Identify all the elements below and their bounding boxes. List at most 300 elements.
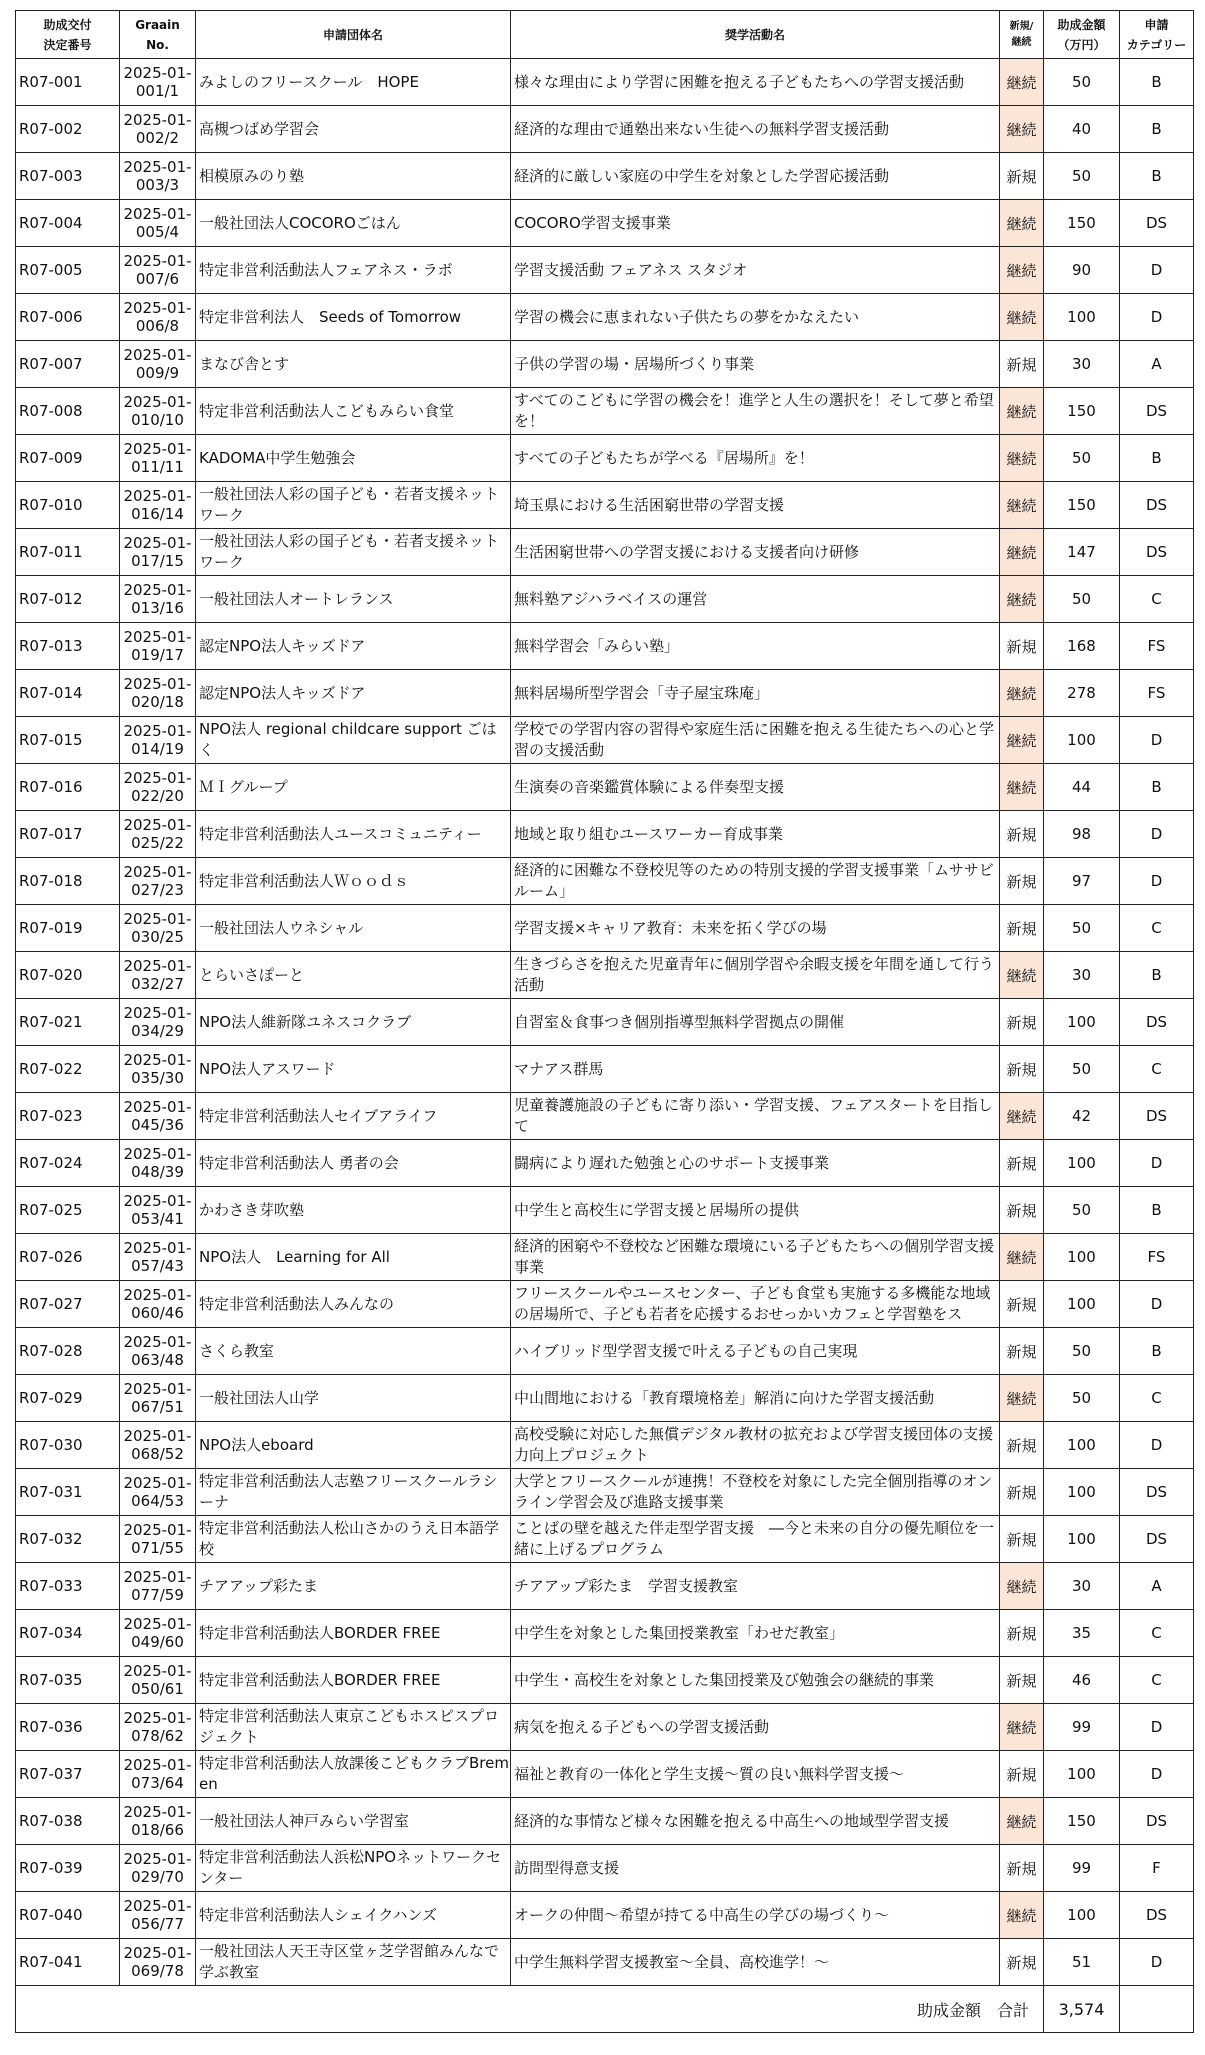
table-row — [16, 811, 1194, 858]
activity-name: 埼玉県における生活困窮世帯の学習支援 — [511, 482, 1000, 529]
grant-number-line-1: 2025-01- — [123, 1192, 192, 1210]
organization-name: 一般社団法人山学 — [196, 1375, 511, 1422]
grant-number-line-1: 2025-01- — [123, 1145, 192, 1163]
grant-number — [120, 858, 196, 905]
grant-number-line-2: 050/61 — [131, 1680, 184, 1698]
activity-name: オークの仲間～希望が持てる中高生の学びの場づくり～ — [511, 1892, 1000, 1939]
table-row — [16, 1281, 1194, 1328]
table-row — [16, 1140, 1194, 1187]
grant-number — [120, 1657, 196, 1704]
grant-number-line-1: 2025-01- — [123, 1756, 192, 1774]
table-row — [16, 1469, 1194, 1516]
status-cell: 新規 — [1000, 999, 1044, 1046]
organization-name: 特定非営利活動法人Ｗｏｏｄｓ — [196, 858, 511, 905]
grant-number-line-2: 025/22 — [131, 834, 184, 852]
table-row — [16, 1422, 1194, 1469]
grant-number-line-1: 2025-01- — [123, 1474, 192, 1492]
amount-cell: 150 — [1044, 1798, 1120, 1845]
activity-name: 児童養護施設の子どもに寄り添い・学習支援、フェアスタートを目指して — [511, 1093, 1000, 1140]
grant-number-line-2: 002/2 — [135, 129, 180, 147]
grant-number-line-2: 053/41 — [131, 1210, 184, 1228]
decision-number: R07-023 — [16, 1093, 120, 1140]
organization-name: 特定非営利活動法人 勇者の会 — [196, 1140, 511, 1187]
status-cell: 新規 — [1000, 341, 1044, 388]
grant-number — [120, 388, 196, 435]
grant-number-line-2: 049/60 — [131, 1633, 184, 1651]
amount-cell: 40 — [1044, 106, 1120, 153]
organization-name: さくら教室 — [196, 1328, 511, 1375]
decision-number: R07-028 — [16, 1328, 120, 1375]
amount-cell: 100 — [1044, 1140, 1120, 1187]
activity-name: 無料学習会「みらい塾」 — [511, 623, 1000, 670]
category-cell: B — [1120, 1187, 1194, 1234]
decision-number: R07-039 — [16, 1845, 120, 1892]
grant-number-line-1: 2025-01- — [123, 1004, 192, 1022]
grant-number-line-1: 2025-01- — [123, 1286, 192, 1304]
activity-name: ことばの壁を越えた伴走型学習支援 ―今と未来の自分の優先順位を一緒に上げるプログラム — [511, 1516, 1000, 1563]
organization-name: 一般社団法人神戸みらい学習室 — [196, 1798, 511, 1845]
table-row — [16, 1751, 1194, 1798]
category-cell: B — [1120, 1328, 1194, 1375]
grant-number — [120, 576, 196, 623]
amount-cell: 150 — [1044, 200, 1120, 247]
grant-number — [120, 1469, 196, 1516]
grant-number — [120, 811, 196, 858]
decision-number: R07-011 — [16, 529, 120, 576]
table-row — [16, 1610, 1194, 1657]
activity-name: COCORO学習支援事業 — [511, 200, 1000, 247]
category-cell: C — [1120, 905, 1194, 952]
amount-cell: 50 — [1044, 59, 1120, 106]
decision-number: R07-036 — [16, 1704, 120, 1751]
grant-number — [120, 623, 196, 670]
status-cell: 継続 — [1000, 764, 1044, 811]
header-category: 申請 カテゴリー — [1120, 11, 1194, 59]
activity-name: 経済的に厳しい家庭の中学生を対象とした学習応援活動 — [511, 153, 1000, 200]
decision-number: R07-016 — [16, 764, 120, 811]
grant-number-line-1: 2025-01- — [123, 346, 192, 364]
decision-number: R07-003 — [16, 153, 120, 200]
amount-cell: 278 — [1044, 670, 1120, 717]
category-cell: B — [1120, 106, 1194, 153]
category-cell: B — [1120, 59, 1194, 106]
amount-cell: 30 — [1044, 952, 1120, 999]
category-cell: DS — [1120, 999, 1194, 1046]
grant-number — [120, 1751, 196, 1798]
grant-number-line-2: 069/78 — [131, 1962, 184, 1980]
grant-number-line-2: 014/19 — [131, 740, 184, 758]
decision-number: R07-024 — [16, 1140, 120, 1187]
table-row — [16, 341, 1194, 388]
amount-cell: 51 — [1044, 1939, 1120, 1986]
activity-name: 経済的に困難な不登校児等のための特別支援的学習支援事業「ムササビルーム」 — [511, 858, 1000, 905]
category-cell: C — [1120, 576, 1194, 623]
status-cell: 継続 — [1000, 1375, 1044, 1422]
organization-name: 特定非営利活動法人BORDER FREE — [196, 1657, 511, 1704]
category-cell: DS — [1120, 1892, 1194, 1939]
category-cell: D — [1120, 1704, 1194, 1751]
activity-name: 病気を抱える子どもへの学習支援活動 — [511, 1704, 1000, 1751]
organization-name: NPO法人eboard — [196, 1422, 511, 1469]
grant-number — [120, 1563, 196, 1610]
grant-number — [120, 153, 196, 200]
grant-number-line-1: 2025-01- — [123, 628, 192, 646]
table-body — [16, 59, 1194, 1986]
grant-number-line-1: 2025-01- — [123, 1615, 192, 1633]
status-cell: 新規 — [1000, 1469, 1044, 1516]
amount-cell: 42 — [1044, 1093, 1120, 1140]
status-cell: 新規 — [1000, 1046, 1044, 1093]
grant-number — [120, 1422, 196, 1469]
activity-name: 様々な理由により学習に困難を抱える子どもたちへの学習支援活動 — [511, 59, 1000, 106]
table-row — [16, 952, 1194, 999]
grant-number-line-1: 2025-01- — [123, 1662, 192, 1680]
category-cell: D — [1120, 858, 1194, 905]
category-cell: B — [1120, 153, 1194, 200]
category-cell: D — [1120, 1422, 1194, 1469]
category-cell: FS — [1120, 623, 1194, 670]
grant-number-line-1: 2025-01- — [123, 299, 192, 317]
organization-name: NPO法人維新隊ユネスコクラブ — [196, 999, 511, 1046]
amount-cell: 100 — [1044, 1234, 1120, 1281]
organization-name: 一般社団法人ウネシャル — [196, 905, 511, 952]
status-cell: 新規 — [1000, 1187, 1044, 1234]
status-cell: 継続 — [1000, 1798, 1044, 1845]
category-cell: D — [1120, 1140, 1194, 1187]
table-row — [16, 59, 1194, 106]
total-row — [16, 1986, 1194, 2033]
amount-cell: 30 — [1044, 341, 1120, 388]
grant-number-line-2: 020/18 — [131, 693, 184, 711]
category-cell: DS — [1120, 1798, 1194, 1845]
organization-name: 一般社団法人COCOROごはん — [196, 200, 511, 247]
table-row — [16, 529, 1194, 576]
category-cell: F — [1120, 1845, 1194, 1892]
amount-cell: 150 — [1044, 482, 1120, 529]
grant-number — [120, 764, 196, 811]
decision-number: R07-035 — [16, 1657, 120, 1704]
organization-name: 特定非営利活動法人フェアネス・ラボ — [196, 247, 511, 294]
table-row — [16, 1328, 1194, 1375]
table-row — [16, 1046, 1194, 1093]
amount-cell: 50 — [1044, 576, 1120, 623]
decision-number: R07-041 — [16, 1939, 120, 1986]
status-cell: 継続 — [1000, 294, 1044, 341]
header-id: 助成交付 決定番号 — [16, 11, 120, 59]
activity-name: 大学とフリースクールが連携！不登校を対象にした完全個別指導のオンライン学習会及び進路支援事業 — [511, 1469, 1000, 1516]
grant-number-line-1: 2025-01- — [123, 1427, 192, 1445]
activity-name: 経済的な事情など様々な困難を抱える中高生への地域型学習支援 — [511, 1798, 1000, 1845]
decision-number: R07-013 — [16, 623, 120, 670]
table-row — [16, 1845, 1194, 1892]
category-cell: DS — [1120, 1093, 1194, 1140]
total-label: 助成金額 合計 — [16, 1986, 1044, 2033]
activity-name: 福祉と教育の一体化と学生支援～質の良い無料学習支援～ — [511, 1751, 1000, 1798]
activity-name: 無料塾アジハラベイスの運営 — [511, 576, 1000, 623]
grant-number-line-1: 2025-01- — [123, 1380, 192, 1398]
activity-name: 経済的な理由で通塾出来ない生徒への無料学習支援活動 — [511, 106, 1000, 153]
grant-table — [15, 10, 1194, 2033]
category-cell: C — [1120, 1375, 1194, 1422]
decision-number: R07-025 — [16, 1187, 120, 1234]
decision-number: R07-004 — [16, 200, 120, 247]
grant-number-line-1: 2025-01- — [123, 487, 192, 505]
activity-name: 子供の学習の場・居場所づくり事業 — [511, 341, 1000, 388]
activity-name: 中山間地における「教育環境格差」解消に向けた学習支援活動 — [511, 1375, 1000, 1422]
decision-number: R07-006 — [16, 294, 120, 341]
decision-number: R07-027 — [16, 1281, 120, 1328]
grant-number-line-2: 071/55 — [131, 1539, 184, 1557]
grant-number — [120, 1845, 196, 1892]
activity-name: 生演奏の音楽鑑賞体験による伴奏型支援 — [511, 764, 1000, 811]
grant-number-line-2: 048/39 — [131, 1163, 184, 1181]
grant-number-line-2: 063/48 — [131, 1351, 184, 1369]
activity-name: すべての子どもたちが学べる『居場所』を！ — [511, 435, 1000, 482]
status-cell: 継続 — [1000, 717, 1044, 764]
status-cell: 新規 — [1000, 1751, 1044, 1798]
grant-number-line-1: 2025-01- — [123, 158, 192, 176]
header-org: 申請団体名 — [196, 11, 511, 59]
category-cell: D — [1120, 1939, 1194, 1986]
grant-number-line-1: 2025-01- — [123, 769, 192, 787]
grant-number-line-2: 029/70 — [131, 1868, 184, 1886]
decision-number: R07-007 — [16, 341, 120, 388]
amount-cell: 100 — [1044, 999, 1120, 1046]
activity-name: 闘病により遅れた勉強と心のサポート支援事業 — [511, 1140, 1000, 1187]
amount-cell: 99 — [1044, 1704, 1120, 1751]
amount-cell: 100 — [1044, 294, 1120, 341]
status-cell: 継続 — [1000, 529, 1044, 576]
category-cell: A — [1120, 1563, 1194, 1610]
header-status: 新規/ 継続 — [1000, 11, 1044, 59]
decision-number: R07-012 — [16, 576, 120, 623]
activity-name: ハイブリッド型学習支援で叶える子どもの自己実現 — [511, 1328, 1000, 1375]
amount-cell: 150 — [1044, 388, 1120, 435]
grant-number-line-1: 2025-01- — [123, 816, 192, 834]
grant-number — [120, 106, 196, 153]
category-cell: DS — [1120, 1469, 1194, 1516]
decision-number: R07-034 — [16, 1610, 120, 1657]
status-cell: 継続 — [1000, 1704, 1044, 1751]
status-cell: 継続 — [1000, 200, 1044, 247]
amount-cell: 100 — [1044, 1751, 1120, 1798]
organization-name: KADOMA中学生勉強会 — [196, 435, 511, 482]
organization-name: 特定非営利活動法人ユースコミュニティー — [196, 811, 511, 858]
table-row — [16, 905, 1194, 952]
grant-number-line-2: 067/51 — [131, 1398, 184, 1416]
status-cell: 新規 — [1000, 1140, 1044, 1187]
decision-number: R07-015 — [16, 717, 120, 764]
amount-cell: 50 — [1044, 1046, 1120, 1093]
decision-number: R07-029 — [16, 1375, 120, 1422]
decision-number: R07-002 — [16, 106, 120, 153]
decision-number: R07-020 — [16, 952, 120, 999]
organization-name: 認定NPO法人キッズドア — [196, 670, 511, 717]
organization-name: 特定非営利活動法人みんなの — [196, 1281, 511, 1328]
amount-cell: 50 — [1044, 1328, 1120, 1375]
grant-number — [120, 1939, 196, 1986]
grant-number-line-2: 045/36 — [131, 1116, 184, 1134]
decision-number: R07-030 — [16, 1422, 120, 1469]
grant-number — [120, 905, 196, 952]
grant-number-line-2: 009/9 — [135, 364, 180, 382]
grant-number-line-2: 073/64 — [131, 1774, 184, 1792]
status-cell: 新規 — [1000, 623, 1044, 670]
status-cell: 新規 — [1000, 1845, 1044, 1892]
decision-number: R07-021 — [16, 999, 120, 1046]
decision-number: R07-009 — [16, 435, 120, 482]
category-cell: B — [1120, 952, 1194, 999]
grant-number — [120, 435, 196, 482]
grant-number-line-2: 003/3 — [135, 176, 180, 194]
grant-number-line-2: 064/53 — [131, 1492, 184, 1510]
grant-number-line-1: 2025-01- — [123, 252, 192, 270]
status-cell: 継続 — [1000, 670, 1044, 717]
status-cell: 継続 — [1000, 482, 1044, 529]
table-row — [16, 1375, 1194, 1422]
table-row — [16, 1657, 1194, 1704]
grant-number — [120, 670, 196, 717]
grant-number — [120, 1093, 196, 1140]
grant-number-line-2: 018/66 — [131, 1821, 184, 1839]
table-row — [16, 388, 1194, 435]
organization-name: チアアップ彩たま — [196, 1563, 511, 1610]
amount-cell: 46 — [1044, 1657, 1120, 1704]
table-row — [16, 200, 1194, 247]
status-cell: 継続 — [1000, 106, 1044, 153]
table-row — [16, 670, 1194, 717]
grant-number-line-1: 2025-01- — [123, 440, 192, 458]
activity-name: 中学生無料学習支援教室～全員、高校進学！～ — [511, 1939, 1000, 1986]
table-row — [16, 1563, 1194, 1610]
grant-number — [120, 1892, 196, 1939]
grant-number — [120, 59, 196, 106]
grant-number-line-1: 2025-01- — [123, 863, 192, 881]
category-cell: B — [1120, 435, 1194, 482]
amount-cell: 35 — [1044, 1610, 1120, 1657]
organization-name: 高槻つばめ学習会 — [196, 106, 511, 153]
grant-number — [120, 1328, 196, 1375]
grant-number — [120, 294, 196, 341]
decision-number: R07-019 — [16, 905, 120, 952]
grant-number-line-2: 010/10 — [131, 411, 184, 429]
table-row — [16, 999, 1194, 1046]
amount-cell: 97 — [1044, 858, 1120, 905]
grant-number — [120, 999, 196, 1046]
activity-name: 高校受験に対応した無償デジタル教材の拡充および学習支援団体の支援力向上プロジェクト — [511, 1422, 1000, 1469]
decision-number: R07-040 — [16, 1892, 120, 1939]
organization-name: 特定非営利活動法人浜松NPOネットワークセンター — [196, 1845, 511, 1892]
table-row — [16, 1516, 1194, 1563]
grant-number-line-2: 035/30 — [131, 1069, 184, 1087]
activity-name: 学校での学習内容の習得や家庭生活に困難を抱える生徒たちへの心と学習の支援活動 — [511, 717, 1000, 764]
decision-number: R07-014 — [16, 670, 120, 717]
grant-number-line-2: 019/17 — [131, 646, 184, 664]
activity-name: 自習室＆食事つき個別指導型無料学習拠点の開催 — [511, 999, 1000, 1046]
amount-cell: 168 — [1044, 623, 1120, 670]
grant-number — [120, 717, 196, 764]
category-cell: B — [1120, 764, 1194, 811]
organization-name: ＭＩグループ — [196, 764, 511, 811]
activity-name: 中学生・高校生を対象とした集団授業及び勉強会の継続的事業 — [511, 1657, 1000, 1704]
activity-name: フリースクールやユースセンター、子ども食堂も実施する多機能な地域の居場所で、子ども若者を応援するおせっかいカフェと学習塾をス — [511, 1281, 1000, 1328]
grant-number-line-1: 2025-01- — [123, 957, 192, 975]
grant-number-line-1: 2025-01- — [123, 1709, 192, 1727]
header-grant-no: Graain No. — [120, 11, 196, 59]
grant-number-line-2: 034/29 — [131, 1022, 184, 1040]
decision-number: R07-008 — [16, 388, 120, 435]
table-row — [16, 576, 1194, 623]
table-row — [16, 717, 1194, 764]
decision-number: R07-010 — [16, 482, 120, 529]
activity-name: 学習支援活動 フェアネス スタジオ — [511, 247, 1000, 294]
grant-number — [120, 341, 196, 388]
grant-number — [120, 952, 196, 999]
decision-number: R07-033 — [16, 1563, 120, 1610]
status-cell: 新規 — [1000, 811, 1044, 858]
amount-cell: 98 — [1044, 811, 1120, 858]
category-cell: FS — [1120, 1234, 1194, 1281]
status-cell: 継続 — [1000, 388, 1044, 435]
status-cell: 継続 — [1000, 1563, 1044, 1610]
grant-number-line-2: 011/11 — [131, 458, 184, 476]
grant-number-line-2: 022/20 — [131, 787, 184, 805]
category-cell: DS — [1120, 388, 1194, 435]
grant-number-line-1: 2025-01- — [123, 205, 192, 223]
organization-name: 特定非営利活動法人セイブアライフ — [196, 1093, 511, 1140]
grant-number — [120, 247, 196, 294]
decision-number: R07-017 — [16, 811, 120, 858]
decision-number: R07-032 — [16, 1516, 120, 1563]
header-amount: 助成金額 （万円） — [1044, 11, 1120, 59]
organization-name: 特定非営利活動法人東京こどもホスピスプロジェクト — [196, 1704, 511, 1751]
table-row — [16, 1093, 1194, 1140]
grant-number-line-1: 2025-01- — [123, 722, 192, 740]
grant-number-line-2: 007/6 — [135, 270, 180, 288]
amount-cell: 44 — [1044, 764, 1120, 811]
total-blank-cell — [1120, 1986, 1194, 2033]
amount-cell: 99 — [1044, 1845, 1120, 1892]
table-row — [16, 1234, 1194, 1281]
status-cell: 継続 — [1000, 435, 1044, 482]
table-row — [16, 153, 1194, 200]
organization-name: 一般社団法人彩の国子ども・若者支援ネットワーク — [196, 529, 511, 576]
decision-number: R07-037 — [16, 1751, 120, 1798]
grant-number-line-1: 2025-01- — [123, 1850, 192, 1868]
grant-number-line-2: 013/16 — [131, 599, 184, 617]
activity-name: 生きづらさを抱えた児童青年に個別学習や余暇支援を年間を通して行う活動 — [511, 952, 1000, 999]
decision-number: R07-031 — [16, 1469, 120, 1516]
table-row — [16, 1704, 1194, 1751]
category-cell: D — [1120, 1281, 1194, 1328]
category-cell: DS — [1120, 482, 1194, 529]
category-cell: D — [1120, 717, 1194, 764]
grant-number — [120, 1187, 196, 1234]
grant-number-line-2: 060/46 — [131, 1304, 184, 1322]
table-row — [16, 294, 1194, 341]
organization-name: 特定非営利活動法人志塾フリースクールラシーナ — [196, 1469, 511, 1516]
activity-name: 地域と取り組むユースワーカー育成事業 — [511, 811, 1000, 858]
category-cell: D — [1120, 811, 1194, 858]
grant-number — [120, 1516, 196, 1563]
organization-name: NPO法人アスワード — [196, 1046, 511, 1093]
activity-name: 経済的困窮や不登校など困難な環境にいる子どもたちへの個別学習支援事業 — [511, 1234, 1000, 1281]
grant-number-line-1: 2025-01- — [123, 534, 192, 552]
organization-name: みよしのフリースクール HOPE — [196, 59, 511, 106]
header-row — [16, 11, 1194, 59]
activity-name: マナアス群馬 — [511, 1046, 1000, 1093]
grant-number-line-2: 056/77 — [131, 1915, 184, 1933]
